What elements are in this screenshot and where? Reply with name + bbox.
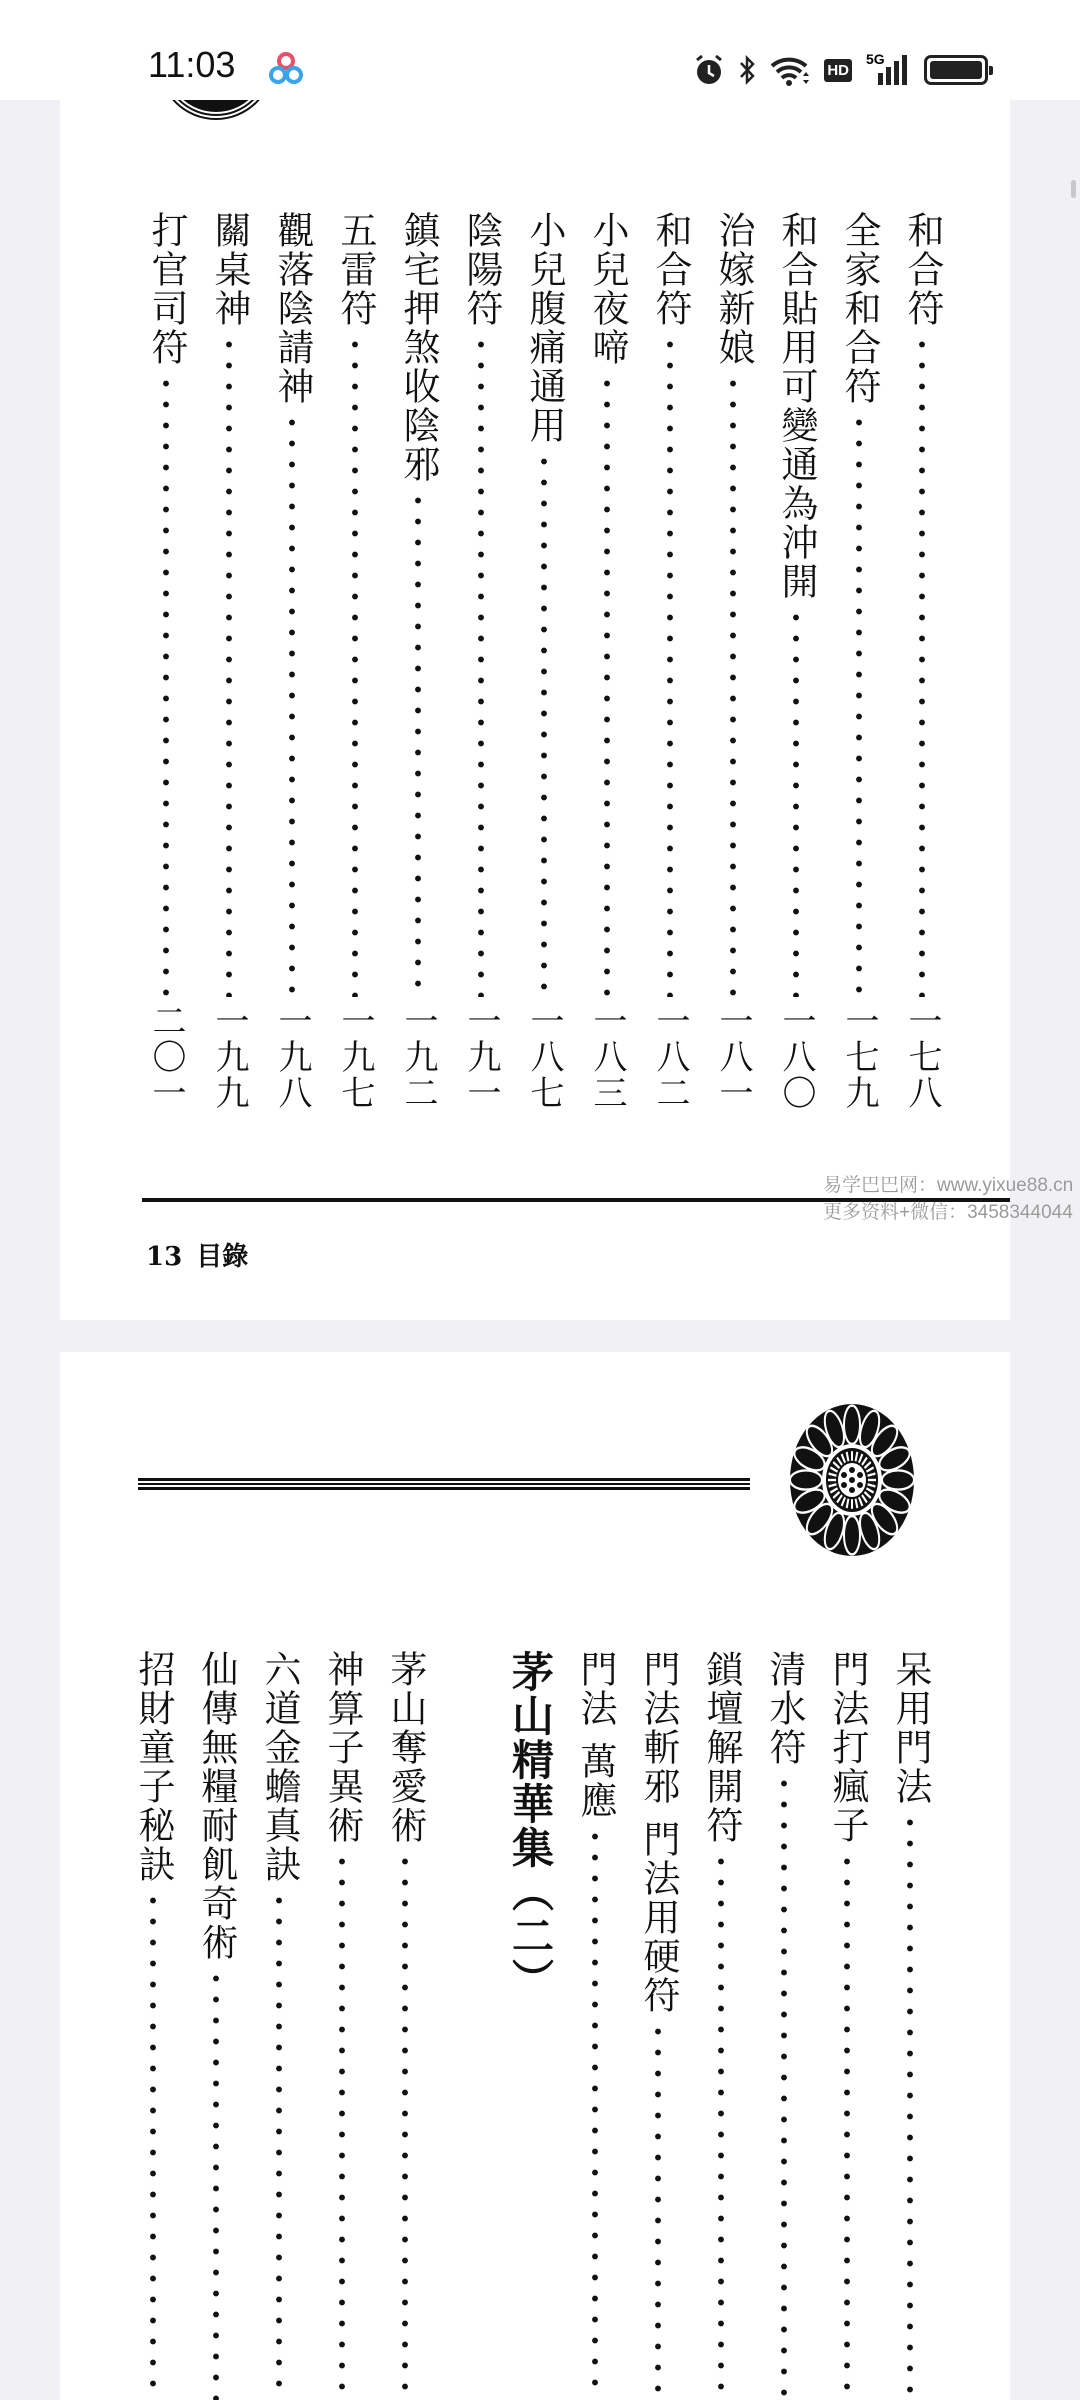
toc-columns [133, 1650, 930, 2400]
toc-entry-page: 一八三 [587, 1003, 627, 1111]
section-heading-text: 茅山精華集（二） [506, 1650, 555, 2002]
dot-leader [906, 1812, 914, 2400]
toc-entry-title: 打官司符 [145, 211, 188, 367]
dot-leader [162, 373, 170, 997]
bluetooth-icon [738, 54, 756, 86]
dot-leader [477, 334, 485, 997]
toc-entry[interactable] [827, 1650, 867, 2400]
hd-icon: HD [824, 59, 852, 82]
watermark: 易学巴巴网：www.yixue88.cn 更多资料+微信：3458344044 [823, 1175, 1074, 1223]
scrollbar-thumb[interactable] [1071, 180, 1076, 198]
toc-entry-page: 一九八 [272, 1003, 312, 1111]
toc-entry-title: 和合符 [649, 211, 692, 328]
toc-entry-title: 關桌神 [208, 211, 251, 328]
toc-entry-title: 門法斬邪 門法用硬符 [637, 1650, 680, 2015]
toc-entry-title: 門法 萬應 [574, 1650, 617, 1820]
dot-leader [351, 334, 359, 997]
toc-entry-page: 一九七 [335, 1003, 375, 1111]
dot-leader [401, 1851, 409, 2400]
page-number: 13 [146, 1242, 183, 1272]
toc-entry[interactable] [890, 1650, 930, 2400]
toc-entry-title: 小兒夜啼 [586, 211, 629, 367]
dot-leader [212, 1968, 220, 2400]
dot-leader [540, 451, 548, 997]
toc-entry-title: 和合貼用可變通為沖開 [775, 211, 818, 601]
toc-entry-title: 仙傳無糧耐飢奇術 [195, 1650, 238, 1962]
toc-entry[interactable] [638, 1650, 678, 2400]
dot-leader [666, 334, 674, 997]
dot-leader [855, 412, 863, 997]
toc-entry-page: 二〇一 [146, 1003, 186, 1111]
wifi-icon [770, 54, 810, 86]
toc-entry-title: 五雷符 [334, 211, 377, 328]
toc-entry-title: 全家和合符 [838, 211, 881, 406]
header-triple-rule [138, 1478, 750, 1490]
dot-leader [918, 334, 926, 997]
toc-entry-page: 一九九 [209, 1003, 249, 1111]
toc-entry[interactable] [385, 1650, 425, 2400]
section-title: 目錄 [196, 1242, 249, 1272]
dot-leader [603, 373, 611, 997]
dot-leader [780, 1773, 788, 2400]
toc-entry[interactable] [461, 211, 501, 1111]
dot-leader [729, 373, 737, 997]
toc-entry-title: 清水符 [763, 1650, 806, 1767]
toc-entry[interactable] [133, 1650, 173, 2400]
dot-leader [591, 1826, 599, 2400]
toc-columns [146, 211, 942, 1111]
toc-entry-title: 鎖壇解開符 [700, 1650, 743, 1845]
dot-leader [414, 490, 422, 997]
toc-entry-title: 觀落陰請神 [271, 211, 314, 406]
lotus-medallion-icon [788, 1402, 916, 1558]
toc-entry-title: 六道金蟾真訣 [258, 1650, 301, 1884]
toc-entry-title: 和合符 [901, 211, 944, 328]
toc-entry-page: 一八一 [713, 1003, 753, 1111]
toc-entry-page: 一九二 [398, 1003, 438, 1111]
book-page-toc-13 [60, 96, 1010, 1320]
toc-entry[interactable] [713, 211, 753, 1111]
section-heading [506, 1650, 555, 2400]
dot-leader [792, 607, 800, 997]
app-cloud-icon [266, 50, 306, 86]
toc-entry[interactable] [259, 1650, 299, 2400]
toc-entry-page: 一八二 [650, 1003, 690, 1111]
toc-entry[interactable] [272, 211, 312, 1111]
toc-entry-page: 一八〇 [776, 1003, 816, 1111]
battery-icon [924, 55, 988, 85]
toc-entry[interactable] [146, 211, 186, 1111]
toc-entry-title: 招財童子秘訣 [132, 1650, 175, 1884]
toc-entry[interactable] [839, 211, 879, 1111]
toc-entry[interactable] [575, 1650, 615, 2400]
toc-entry[interactable] [335, 211, 375, 1111]
toc-entry-title: 治嫁新娘 [712, 211, 755, 367]
status-bar [0, 0, 1080, 100]
toc-entry[interactable] [650, 211, 690, 1111]
toc-entry-page: 一八七 [524, 1003, 564, 1111]
book-page-toc-14 [60, 1352, 1010, 2400]
toc-entry[interactable] [322, 1650, 362, 2400]
toc-entry-title: 茅山奪愛術 [384, 1650, 427, 1845]
toc-entry[interactable] [701, 1650, 741, 2400]
toc-entry[interactable] [587, 211, 627, 1111]
toc-entry[interactable] [196, 1650, 236, 2400]
dot-leader [843, 1851, 851, 2400]
alarm-icon [694, 54, 724, 86]
toc-entry[interactable] [209, 211, 249, 1111]
dot-leader [654, 2021, 662, 2400]
toc-entry[interactable] [524, 211, 564, 1111]
toc-entry-title: 門法打瘋子 [826, 1650, 869, 1845]
toc-entry-title: 鎮宅押煞收陰邪 [397, 211, 440, 484]
toc-entry[interactable] [764, 1650, 804, 2400]
dot-leader [225, 334, 233, 997]
toc-entry[interactable] [902, 211, 942, 1111]
page-footer [146, 1236, 262, 1273]
toc-entry-title: 神算子異術 [321, 1650, 364, 1845]
toc-entry-title: 陰陽符 [460, 211, 503, 328]
toc-entry-page: 一七八 [902, 1003, 942, 1111]
dot-leader [288, 412, 296, 997]
dot-leader [338, 1851, 346, 2400]
toc-entry[interactable] [776, 211, 816, 1111]
toc-entry[interactable] [398, 211, 438, 1111]
toc-entry-title: 呆用門法 [889, 1650, 932, 1806]
dot-leader [275, 1890, 283, 2400]
toc-entry-page: 一七九 [839, 1003, 879, 1111]
status-time: 11:03 [148, 44, 236, 85]
toc-entry-page: 一九一 [461, 1003, 501, 1111]
dot-leader [149, 1890, 157, 2400]
dot-leader [717, 1851, 725, 2400]
5g-signal-icon: 5G [866, 53, 910, 87]
toc-entry-title: 小兒腹痛通用 [523, 211, 566, 445]
